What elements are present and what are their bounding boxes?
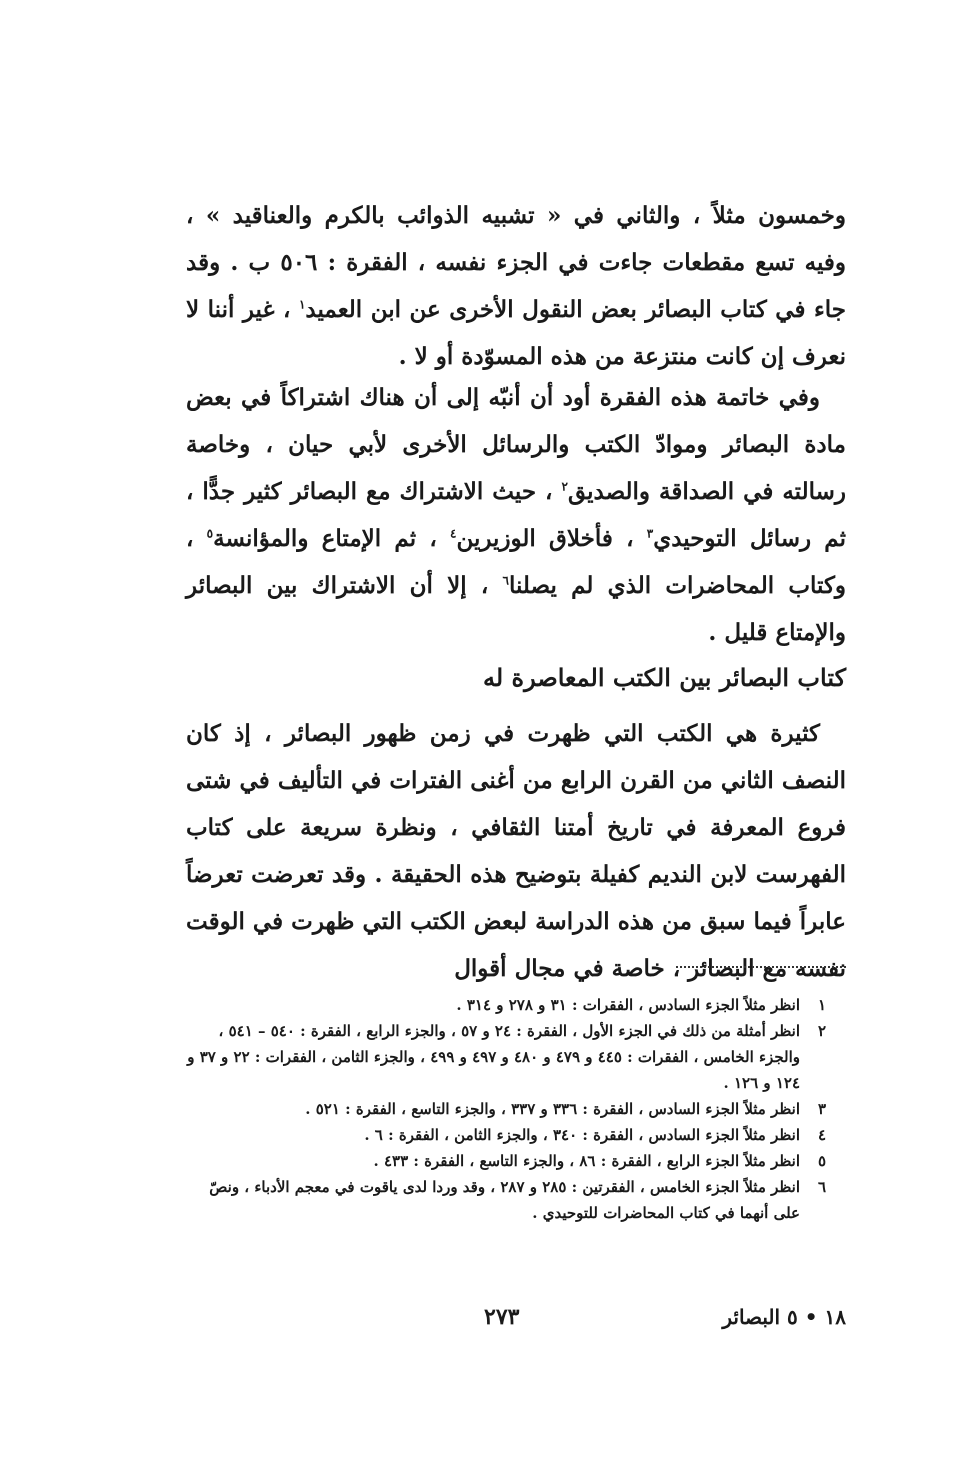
footnote-reference-1[interactable]: ١ — [298, 297, 306, 312]
footnote-separator — [676, 966, 846, 968]
footnote-number: ٦ — [817, 1178, 826, 1196]
paragraph-text: ، حيث الاشتراك مع البصائر كثير جدًّا ، ثم رسائل التوحيدي — [186, 478, 847, 552]
footnote-number: ٥ — [817, 1152, 826, 1170]
footnote-item-1 — [186, 992, 826, 1018]
paragraph-text: وفي خاتمة هذه الفقرة أود أن أنبّه إلى أن هناك اشتراكاً في بعض مادة البصائر وموادّ الكتب والرسائل الأخرى لأبي حيان ، وخاصة رسالته في الصداقة والصديق — [186, 384, 846, 505]
paragraph-text: ، إلا أن الاشتراك بين البصائر والإمتاع قليل . — [186, 572, 846, 646]
footnotes-section — [186, 992, 826, 1226]
paragraph-text: وخمسون مثلاً ، والثاني في « تشبيه الذوائب بالكرم والعناقيد » ، وفيه تسع مقطعات جاءت في الجزء نفسه ، الفقرة : ٥٠٦ ب . وقد جاء في كتاب البصائر بعض النقول الأخرى عن ابن العميد — [186, 202, 847, 323]
body-paragraph-1 — [186, 192, 846, 380]
body-paragraph-2 — [186, 374, 846, 656]
footnote-item-5 — [186, 1148, 826, 1174]
page-footer — [186, 1300, 846, 1340]
footnote-item-3 — [186, 1096, 826, 1122]
page-number: ٢٧٣ — [484, 1304, 520, 1330]
footnote-text: انظر مثلاً الجزء السادس ، الفقرة : ٣٣٦ و ٣٣٧ ، والجزء التاسع ، الفقرة : ٥٢١ . — [305, 1100, 800, 1118]
footnote-text: انظر مثلاً الجزء الرابع ، الفقرة : ٨٦ ، والجزء التاسع ، الفقرة : ٤٣٣ . — [373, 1152, 800, 1170]
footnote-item-6 — [186, 1174, 826, 1226]
section-heading: كتاب البصائر بين الكتب المعاصرة له — [483, 663, 846, 692]
footnote-reference-3[interactable]: ٣ — [646, 526, 654, 541]
footnote-item-2 — [186, 1018, 826, 1096]
footnote-text: انظر مثلاً الجزء الخامس ، الفقرتين : ٢٨٥ و ٢٨٧ ، وقد وردا لدى ياقوت في معجم الأدباء ، ونصّ على أنهما في كتاب المحاضرات للتوحيدي . — [209, 1178, 800, 1222]
footnote-reference-2[interactable]: ٢ — [561, 479, 568, 494]
signature-mark: ١٨ • ٥ البصائر — [722, 1305, 846, 1329]
footnote-number: ٣ — [817, 1100, 826, 1118]
paragraph-text: ، فأخلاق الوزيرين — [456, 525, 647, 552]
footnote-number: ٢ — [817, 1022, 826, 1040]
footnote-number: ١ — [817, 996, 826, 1014]
body-paragraph-3: كثيرة هي الكتب التي ظهرت في زمن ظهور البصائر ، إذ كان النصف الثاني من القرن الرابع من أغنى الفترات في التأليف في شتى فروع المعرفة في تاريخ أمتنا الثقافي ، ونظرة سريعة على كتاب الفهرست لابن النديم كفيلة بتوضيح هذه الحقيقة . وقد تعرضت تعرضاً عابراً فيما سبق من هذه الدراسة لبعض الكتب التي ظهرت في الوقت نفسه مع البصائر ، خاصة في مجال أقوال — [186, 720, 846, 982]
footnote-reference-5[interactable]: ٥ — [206, 526, 214, 541]
footnote-reference-4[interactable]: ٤ — [449, 526, 457, 541]
footnote-text: انظر أمثلة من ذلك في الجزء الأول ، الفقرة : ٢٤ و ٥٧ ، والجزء الرابع ، الفقرة : ٥٤٠ – ٥٤١ ، والجزء الخامس ، الفقرات : ٤٤٥ و ٤٧٩ و ٤٨٠ و ٤٩٧ و ٤٩٩ ، والجزء الثامن ، الفقرات : ٢٢ و ٣٧ و ١٢٤ و ١٢٦ . — [187, 1022, 800, 1092]
paragraph-text: ، ثم الإمتاع والمؤانسة — [213, 525, 450, 552]
paragraph-text: ، وكتاب المحاضرات الذي لم يصلنا — [186, 525, 847, 599]
footnote-text: انظر مثلاً الجزء السادس ، الفقرة : ٣٤٠ ، والجزء الثامن ، الفقرة : ٦ . — [364, 1126, 800, 1144]
footnote-item-4 — [186, 1122, 826, 1148]
footnote-number: ٤ — [817, 1126, 826, 1144]
paragraph-text: ، غير أننا لا نعرف إن كانت منتزعة من هذه المسوّدة أو لا . — [186, 296, 846, 370]
footnote-reference-6[interactable]: ٦ — [502, 573, 509, 588]
footnote-text: انظر مثلاً الجزء السادس ، الفقرات : ٣١ و ٢٧٨ و ٣١٤ . — [456, 996, 800, 1014]
